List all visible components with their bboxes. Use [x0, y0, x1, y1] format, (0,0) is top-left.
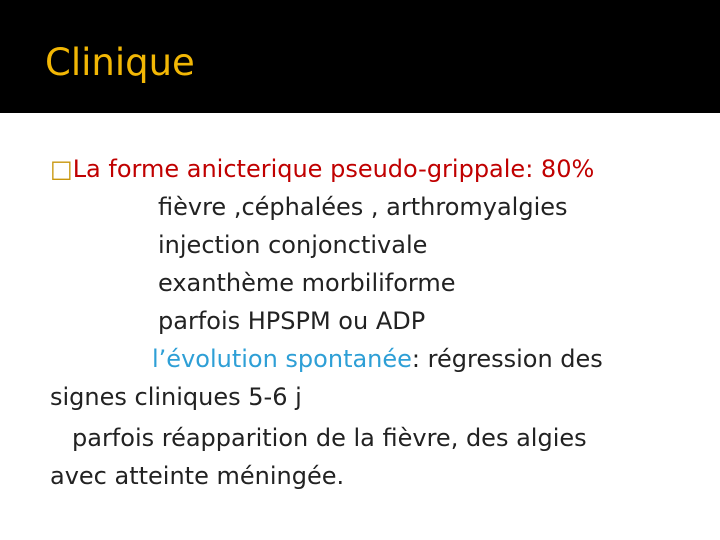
- relapse-continuation: avec atteinte méningée.: [50, 462, 345, 490]
- symptom-line-1: fièvre ,céphalées , arthromyalgies: [158, 193, 568, 221]
- symptom-line-2: injection conjonctivale: [158, 231, 428, 259]
- evolution-continuation: signes cliniques 5-6 j: [50, 383, 302, 411]
- symptom-line-3: exanthème morbiliforme: [158, 269, 456, 297]
- evolution-rest: : régression des: [411, 345, 603, 373]
- square-bullet-icon: □: [50, 155, 73, 183]
- symptom-line-4: parfois HPSPM ou ADP: [158, 307, 426, 335]
- main-bullet-label: La forme anicterique pseudo-grippale:: [72, 155, 534, 183]
- evolution-highlight: l’évolution spontanée: [152, 345, 412, 373]
- slide-title: Clinique: [45, 41, 195, 84]
- bullet-line-1: [50, 153, 594, 185]
- main-bullet-percentage: 80%: [540, 155, 595, 183]
- evolution-line: [152, 343, 603, 375]
- title-bar: [0, 0, 720, 113]
- relapse-line: parfois réapparition de la fièvre, des algies: [72, 424, 587, 452]
